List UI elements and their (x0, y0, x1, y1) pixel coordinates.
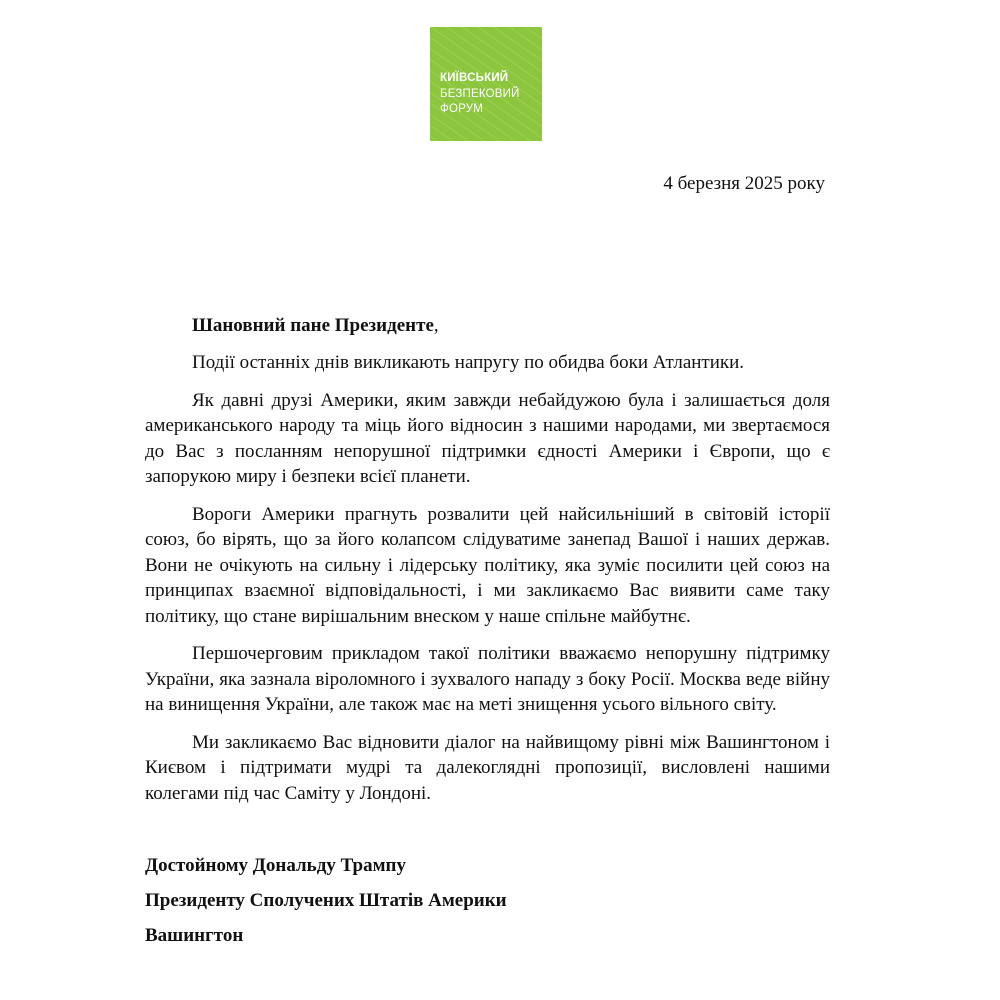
logo-line-2: БЕЗПЕКОВИЙ (440, 87, 520, 100)
letter-body (145, 350, 830, 818)
addressee-name: Достойному Дональду Трампу (145, 855, 406, 876)
kyiv-security-forum-logo (430, 27, 542, 141)
addressee-city: Вашингтон (145, 925, 244, 946)
addressee-title: Президенту Сполучених Штатів Америки (145, 890, 507, 911)
paragraph-2: Як давні друзі Америки, яким завжди небайдужою була і залишається доля американського народу та міць його відносин з нашими народами, ми звертаємося до Вас з посланням непорушної підтримки єдності Америки і Європи, що є запорукою миру і безпеки всієї планети. (145, 389, 830, 487)
paragraph-3: Вороги Америки прагнуть розвалити цей найсильніший в світовій історії союз, бо вірять, що за його колапсом слідуватиме занепад Вашої і наших держав. Вони не очікують на сильну і лідерську політику, яка зуміє посилити цей союз на принципах взаємної відповідальності, і ми закликаємо Вас виявити саме таку політику, що стане вирішальним внеском у наше спільне майбутнє. (145, 503, 830, 627)
logo-text (440, 71, 520, 118)
addressee-block (145, 854, 507, 959)
logo-line-1: КИЇВСЬКИЙ (440, 72, 509, 84)
salutation-punct: , (433, 315, 439, 336)
logo-line-3: ФОРУМ (440, 103, 483, 115)
salutation-text: Шановний пане Президенте (192, 315, 434, 336)
salutation (192, 314, 439, 338)
letter-date: 4 березня 2025 року (663, 173, 825, 194)
paragraph-5: Ми закликаємо Вас відновити діалог на найвищому рівні між Вашингтоном і Києвом і підтримати мудрі та далекоглядні пропозиції, висловлені нашими колегами під час Саміту у Лондоні. (145, 731, 830, 804)
paragraph-1: Події останніх днів викликають напругу по обидва боки Атлантики. (192, 352, 745, 373)
paragraph-4: Першочерговим прикладом такої політики вважаємо непорушну підтримку України, яка зазнала віроломного і зухвалого нападу з боку Росії. Москва веде війну на винищення України, але також має на меті знищення усього вільного світу. (145, 643, 830, 715)
